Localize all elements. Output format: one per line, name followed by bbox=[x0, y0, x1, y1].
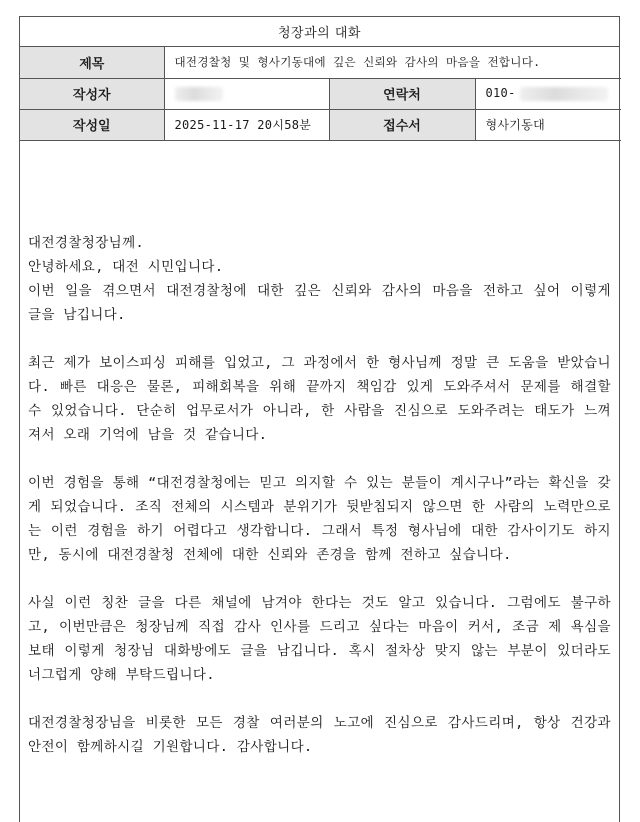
author-label: 작성자 bbox=[20, 78, 164, 109]
document-form bbox=[19, 16, 620, 822]
paragraph-5: 대전경찰청장님을 비롯한 모든 경찰 여러분의 노고에 진심으로 감사드리며, 항상 건강과 안전이 함께하시길 기원합니다. 감사합니다. bbox=[28, 714, 611, 755]
document-title: 청장과의 대화 bbox=[20, 17, 619, 47]
date-row bbox=[20, 109, 621, 140]
greeting-line-1: 대전경찰청장님께. bbox=[28, 234, 145, 251]
receiver-value: 형사기동대 bbox=[475, 109, 621, 140]
author-value bbox=[164, 78, 329, 109]
subject-label: 제목 bbox=[20, 47, 164, 78]
paragraph-3: 이번 경험을 통해 “대전경찰청에는 믿고 의지할 수 있는 분들이 계시구나”라는 확신을 갖게 되었습니다. 조직 전체의 시스템과 분위기가 뒷받침되지 않으면 한 사람의 노력만으로는 이런 경험을 하기 어렵다고 생각합니다. 그래서 특정 형사님에 대한 감사이기도 하지만, 동시에 대전경찰청 전체에 대한 신뢰와 존경을 함께 전하고 싶습니다. bbox=[28, 474, 611, 563]
contact-label: 연락처 bbox=[329, 78, 475, 109]
redacted-name bbox=[175, 87, 223, 101]
paragraph-2: 최근 제가 보이스피싱 피해를 입었고, 그 과정에서 한 형사님께 정말 큰 도움을 받았습니다. 빠른 대응은 물론, 피해회복을 위해 끝까지 책임감 있게 도와주셔서 문제를 해결할 수 있었습니다. 단순히 업무로서가 아니라, 한 사람을 진심으로 도와주려는 태도가 느껴져서 오래 기억에 남을 것 같습니다. bbox=[28, 354, 611, 443]
paragraph-4: 사실 이런 칭찬 글을 다른 채널에 남겨야 한다는 것도 알고 있습니다. 그럼에도 불구하고, 이번만큼은 청장님께 직접 감사 인사를 드리고 싶다는 마음이 커서, 조금 제 욕심을 보태 이렇게 청장님 대화방에도 글을 남깁니다. 혹시 절차상 맞지 않는 부분이 있더라도 너그럽게 양해 부탁드립니다. bbox=[28, 594, 611, 683]
date-value: 2025-11-17 20시58분 bbox=[164, 109, 329, 140]
subject-row bbox=[20, 47, 621, 78]
receiver-label: 접수서 bbox=[329, 109, 475, 140]
contact-cell bbox=[475, 78, 621, 109]
date-label: 작성일 bbox=[20, 109, 164, 140]
greeting-line-2: 안녕하세요, 대전 시민입니다. bbox=[28, 258, 224, 275]
letter-body bbox=[20, 141, 619, 759]
contact-value: 010- bbox=[485, 86, 516, 101]
meta-table bbox=[20, 47, 621, 141]
author-row bbox=[20, 78, 621, 109]
subject-value: 대전경찰청 및 형사기동대에 깊은 신뢰와 감사의 마음을 전합니다. bbox=[164, 47, 621, 78]
redacted-phone bbox=[520, 87, 608, 101]
paragraph-1: 이번 일을 겪으면서 대전경찰청에 대한 깊은 신뢰와 감사의 마음을 전하고 싶어 이렇게 글을 남깁니다. bbox=[28, 282, 611, 323]
